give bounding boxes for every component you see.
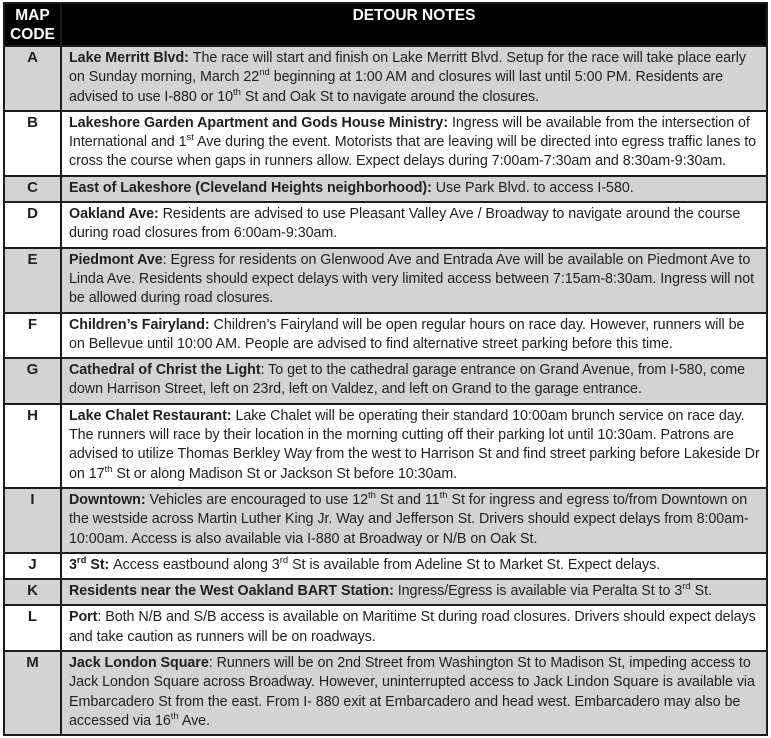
table-row [4,488,767,553]
table-body [4,46,767,735]
map-code-cell: F [4,313,61,359]
note-text: The race will start and finish on Lake Merritt Blvd. Setup for the race will take place early on Sunday morning, March 22 [69,50,746,86]
ordinal-suffix: th [233,86,241,98]
detour-note-cell [61,579,767,605]
note-lead: Children’s Fairyland: [69,316,214,333]
note-text: Access eastbound along 3 [113,556,280,573]
map-code-cell: M [4,651,61,735]
table-row [4,248,767,313]
note-text: : Runners will be on 2nd Street from Washington St to Madison St, impeding access to Jack London Square across Broadway. However, uninterrupted access to Jack Lindon Square is available via Embarcadero St from the east. From I- 880 exit at Embarcadero and head west. Embarcadero may also be accessed via 16 [69,655,755,729]
detour-note-cell [61,651,767,735]
detour-notes-table [3,2,768,736]
ordinal-suffix: st [186,132,194,144]
note-text: Ingress/Egress is available via Peralta St to 3 [397,583,683,600]
table-row [4,313,767,359]
note-lead: Jack London Square [69,655,209,672]
note-text: St and Oak St to navigate around the closures. [240,88,540,105]
detour-note-cell [61,605,767,651]
map-code-cell: I [4,488,61,553]
note-lead: Cathedral of Christ the Light [69,362,261,379]
map-code-cell: H [4,404,61,488]
note-lead: Lake Chalet Restaurant: [69,407,236,424]
map-code-cell: D [4,202,61,248]
table-header [4,3,767,46]
note-text: Ave during the event. Motorists that are leaving will be directed into egress traffic lanes to cross the course when gaps in runners allow. Expect delays during 7:00am-7:30am and 8:30am-9:30am. [69,134,757,170]
ordinal-suffix: th [170,711,179,723]
detour-note-cell [61,358,767,404]
note-lead: Downtown: [69,491,150,508]
note-lead: Port [69,609,98,626]
detour-note-cell [61,46,767,111]
table-row [4,579,767,605]
table-row [4,651,767,735]
note-lead: St: [86,556,114,573]
note-text: St. [690,583,712,600]
note-lead: East of Lakeshore (Cleveland Heights neighborhood): [69,179,436,196]
ordinal-suffix: rd [682,581,691,593]
detour-note-cell [61,313,767,359]
note-lead: Lakeshore Garden Apartment and Gods House Ministry: [69,114,452,131]
detour-note-cell [61,248,767,313]
ordinal-suffix: th [368,490,376,502]
map-code-cell: K [4,579,61,605]
table-row [4,111,767,176]
detour-note-cell [61,488,767,553]
note-lead: 3 [69,556,77,573]
map-code-cell: A [4,46,61,111]
map-code-header: MAP CODE [4,3,61,46]
note-text: St for ingress and egress to/from Downtown on the westside across Martin Luther King Jr. Way and Jefferson St. Drivers should expect delays from 8:00am-10:00am. Access is also available via I-880 at Broadway or N/B on Oak St. [69,491,749,547]
ordinal-suffix: rd [76,555,87,567]
note-text: : Egress for residents on Glenwood Ave and Entrada Ave will be available on Piedmont Ave to Linda Ave. Residents should expect delays with very limited access between 7:15am-8:30am. Ingress will not be allowed during road closures. [69,251,755,307]
ordinal-suffix: th [104,463,113,475]
note-text: Lake Chalet will be operating their standard 10:00am brunch service on race day. The runners will race by their location in the morning cutting off their parking lot until 10:30am. Patrons are advised to utilize Thomas Berkley Way from the west to Harrison St and find street parking before Lakeside Dr on 17 [69,407,760,482]
detour-note-cell [61,404,767,488]
note-text: Ingress will be available from the intersection of International and 1 [69,114,750,151]
table-row [4,176,767,202]
ordinal-suffix: th [439,490,448,502]
note-lead: Lake Merritt Blvd: [69,50,193,66]
note-text: : Both N/B and S/B access is available on Maritime St during road closures. Drivers should expect delays and take caution as runners will be on roadways. [69,609,756,645]
note-text: St or along Madison St or Jackson St before 10:30am. [112,465,458,482]
detour-note-cell [61,111,767,176]
ordinal-suffix: nd [259,67,270,79]
table-row [4,46,767,111]
note-text: beginning at 1:00 AM and closures will last until 5:00 PM. Residents are advised to use I-880 or 10 [69,69,724,105]
map-code-cell: C [4,176,61,202]
header-row [4,3,767,46]
map-code-cell: B [4,111,61,176]
map-code-cell: L [4,605,61,651]
table-row [4,605,767,651]
note-text: Residents are advised to use Pleasant Valley Ave / Broadway to navigate around the course during road closures from 6:00am-9:30am. [69,206,741,242]
detour-notes-header: DETOUR NOTES [61,3,767,46]
table-row [4,358,767,404]
note-text: Use Park Blvd. to access I-580. [435,179,634,196]
detour-note-cell [61,202,767,248]
map-code-cell: E [4,248,61,313]
note-text: St is available from Adeline St to Market St. Expect delays. [288,556,661,573]
table-row [4,553,767,579]
note-text: Children’s Fairyland will be open regular hours on race day. However, runners will be on Bellevue until 10:00 AM. People are advised to find alternative street parking before this time. [69,316,745,352]
detour-note-cell [61,553,767,579]
note-text: Ave. [178,712,211,729]
table-row [4,404,767,488]
ordinal-suffix: rd [279,555,289,567]
note-lead: Oakland Ave: [69,206,163,223]
map-code-cell: J [4,553,61,579]
note-text: : To get to the cathedral garage entrance on Grand Avenue, from I-580, come down Harrison Street, left on 23rd, left on Valdez, and left on Grand to the garage entrance. [69,362,746,398]
note-text: Vehicles are encouraged to use 12 [149,491,369,508]
note-text: St and 11 [375,491,440,508]
note-lead: Piedmont Ave [69,251,163,268]
detour-note-cell [61,176,767,202]
table-row [4,202,767,248]
note-lead: Residents near the West Oakland BART Station: [69,583,398,600]
map-code-cell: G [4,358,61,404]
